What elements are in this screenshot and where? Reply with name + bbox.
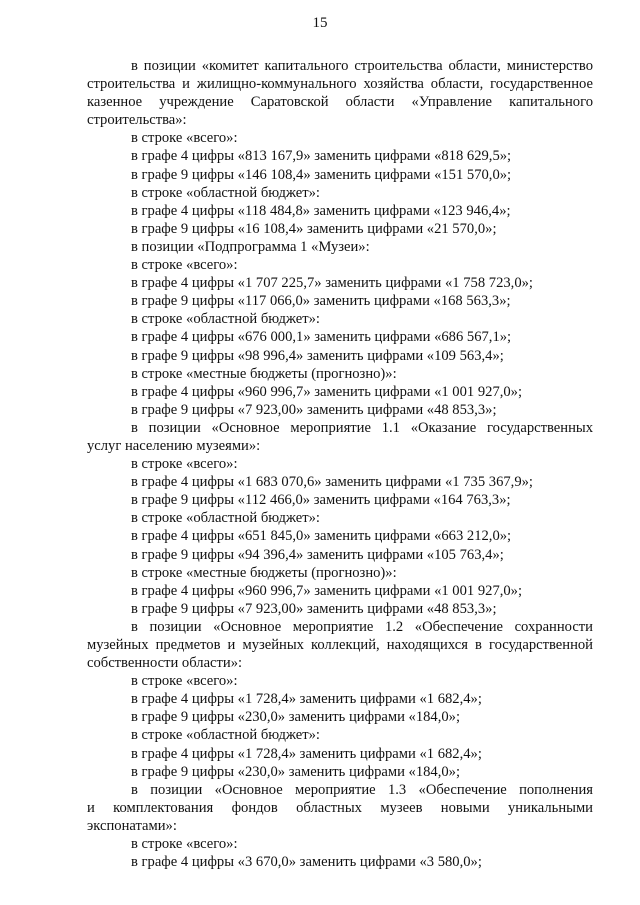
text-line: в графе 4 цифры «676 000,1» заменить цифрами «686 567,1»; <box>131 329 512 346</box>
text-line: в строке «всего»: <box>131 836 238 853</box>
text-line: в позиции «Основное мероприятие 1.2 «Обеспечение сохранности <box>131 618 593 635</box>
text-line: услуг населению музеями»: <box>87 437 261 454</box>
text-line: в графе 9 цифры «230,0» заменить цифрами «184,0»; <box>131 763 461 780</box>
text-line: в позиции «комитет капитального строительства области, министерство <box>131 58 593 74</box>
text-line: в графе 4 цифры «960 996,7» заменить цифрами «1 001 927,0»; <box>131 383 523 400</box>
text-line: в позиции «Основное мероприятие 1.3 «Обеспечение пополнения <box>131 781 593 798</box>
text-line: в графе 9 цифры «16 108,4» заменить цифрами «21 570,0»; <box>131 220 497 237</box>
text-line: музейных предметов и музейных коллекций, находящихся в государственной <box>87 637 593 653</box>
text-line: в графе 4 цифры «3 670,0» заменить цифрами «3 580,0»; <box>131 854 482 871</box>
text-line: в графе 9 цифры «7 923,00» заменить цифрами «48 853,3»; <box>131 401 497 418</box>
text-line: в графе 4 цифры «118 484,8» заменить цифрами «123 946,4»; <box>131 202 511 219</box>
text-line: в графе 4 цифры «960 996,7» заменить цифрами «1 001 927,0»; <box>131 582 523 599</box>
text-line: в строке «местные бюджеты (прогнозно)»: <box>131 564 397 581</box>
text-line: в графе 4 цифры «1 728,4» заменить цифрами «1 682,4»; <box>131 691 482 708</box>
text-line: в графе 4 цифры «651 845,0» заменить цифрами «663 212,0»; <box>131 528 512 545</box>
text-line: в графе 9 цифры «94 396,4» заменить цифрами «105 763,4»; <box>131 546 504 563</box>
text-line: в строке «местные бюджеты (прогнозно)»: <box>131 365 397 382</box>
text-line: в строке «областной бюджет»: <box>131 727 320 744</box>
text-line: собственности области»: <box>87 655 243 672</box>
text-line: в строке «всего»: <box>131 673 238 690</box>
page-number: 15 <box>312 15 328 31</box>
text-line: в графе 9 цифры «117 066,0» заменить цифрами «168 563,3»; <box>131 293 511 310</box>
text-line: в позиции «Основное мероприятие 1.1 «Оказание государственных <box>131 419 593 436</box>
text-line: в строке «областной бюджет»: <box>131 311 320 328</box>
text-line: в строке «всего»: <box>131 130 238 147</box>
text-line: строительства»: <box>87 112 187 129</box>
text-line: в графе 4 цифры «1 707 225,7» заменить цифрами «1 758 723,0»; <box>131 275 533 292</box>
text-line: в графе 9 цифры «7 923,00» заменить цифрами «48 853,3»; <box>131 600 497 617</box>
text-line: в графе 9 цифры «112 466,0» заменить цифрами «164 763,3»; <box>131 492 511 509</box>
text-line: в графе 9 цифры «230,0» заменить цифрами «184,0»; <box>131 709 461 726</box>
text-line: в строке «всего»: <box>131 456 238 473</box>
text-line: в графе 4 цифры «1 728,4» заменить цифрами «1 682,4»; <box>131 745 482 762</box>
text-line: в позиции «Подпрограмма 1 «Музеи»: <box>131 238 370 255</box>
text-line: в графе 4 цифры «1 683 070,6» заменить цифрами «1 735 367,9»; <box>131 474 533 491</box>
text-line: в графе 4 цифры «813 167,9» заменить цифрами «818 629,5»; <box>131 148 512 165</box>
text-line: и комплектования фондов областных музеев новыми уникальными <box>87 799 593 816</box>
text-line: казенное учреждение Саратовской области «Управление капитального <box>87 94 593 111</box>
text-line: в строке «областной бюджет»: <box>131 510 320 527</box>
text-line: строительства и жилищно-коммунального хозяйства области, государственное <box>87 76 593 93</box>
document-body <box>87 57 593 871</box>
text-line: экспонатами»: <box>87 817 177 834</box>
text-line: в строке «областной бюджет»: <box>131 184 320 201</box>
text-line: в строке «всего»: <box>131 257 238 274</box>
text-line: в графе 9 цифры «146 108,4» заменить цифрами «151 570,0»; <box>131 166 512 183</box>
text-line: в графе 9 цифры «98 996,4» заменить цифрами «109 563,4»; <box>131 347 504 364</box>
